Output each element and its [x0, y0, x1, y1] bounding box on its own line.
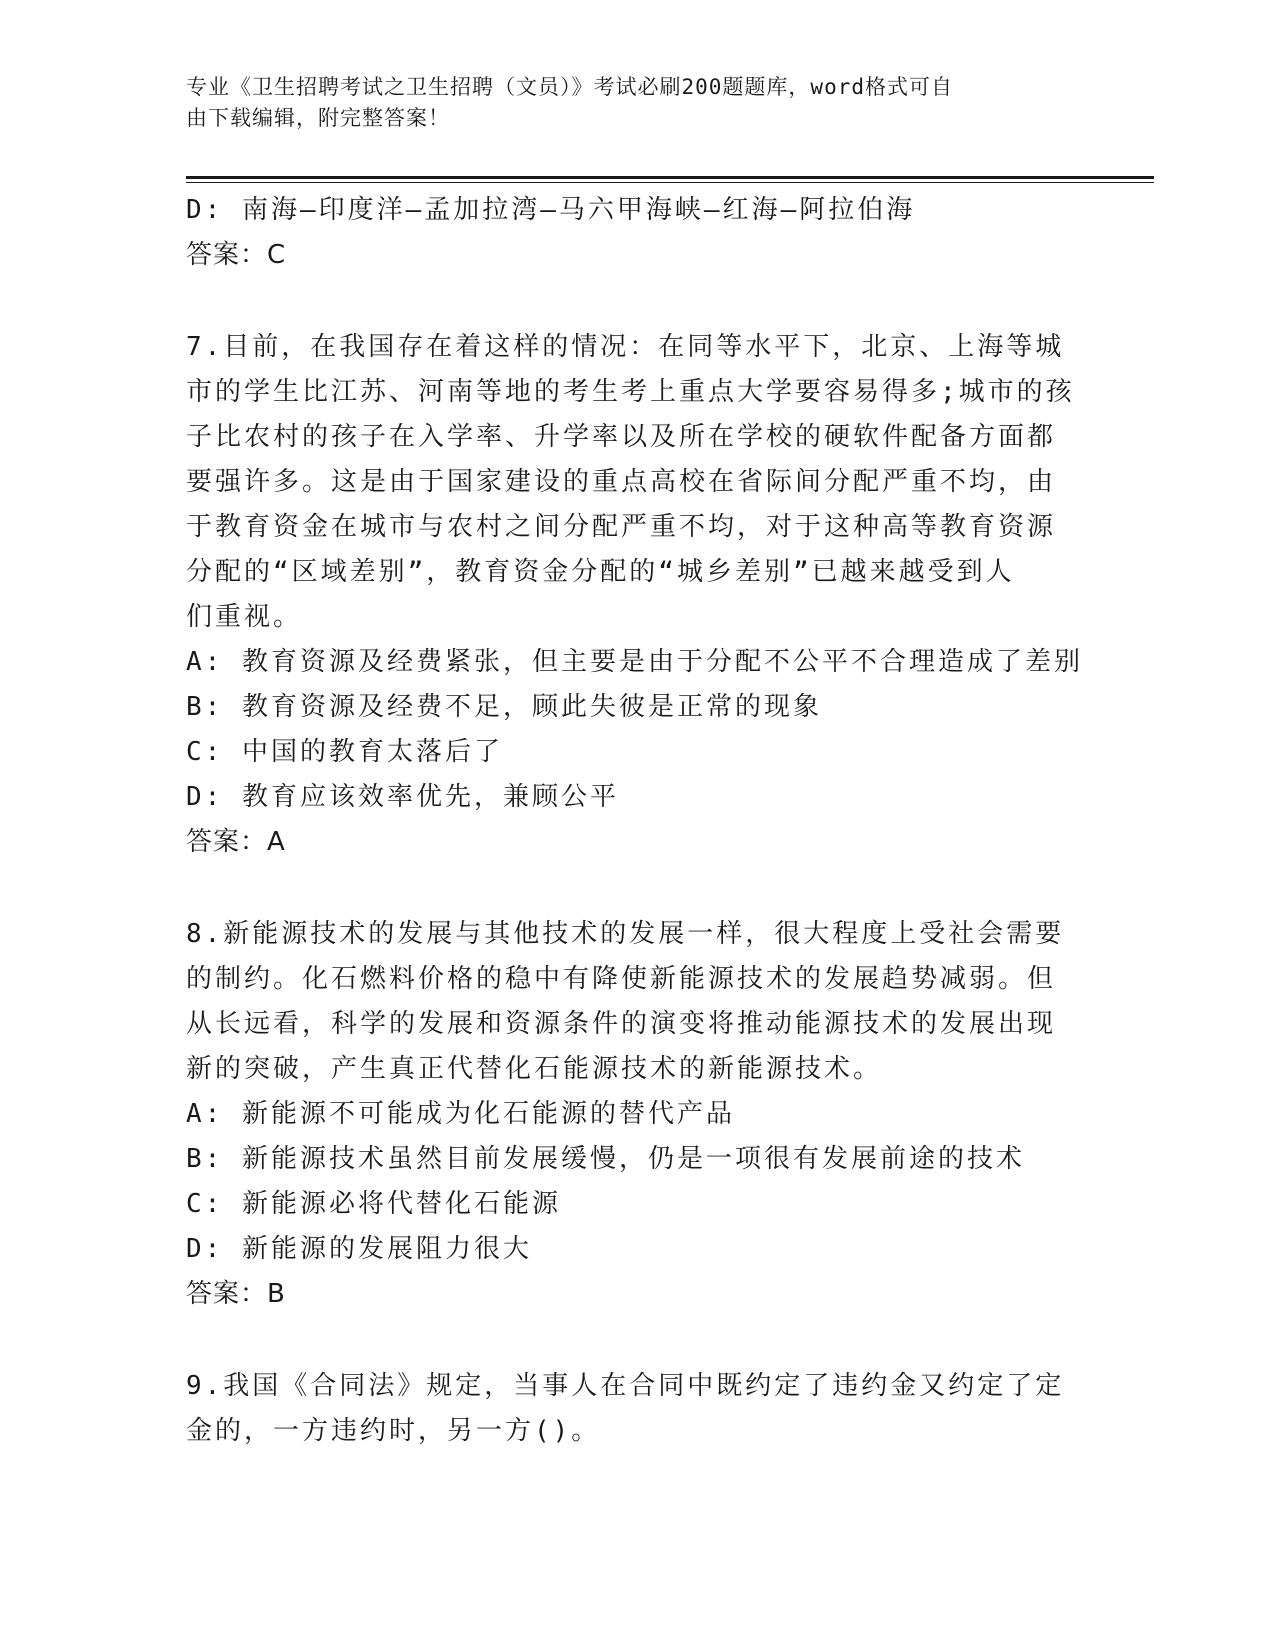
question-stem-line: 7.目前，在我国存在着这样的情况：在同等水平下，北京、上海等城 [186, 332, 1065, 362]
question-7 [186, 325, 1086, 865]
option-b: B: 教育资源及经费不足，顾此失彼是正常的现象 [186, 692, 822, 722]
question-stem-line: 子比农村的孩子在入学率、升学率以及所在学校的硬软件配备方面都 [186, 422, 1057, 452]
option-d: D: 新能源的发展阻力很大 [186, 1234, 532, 1264]
question-6-tail [186, 188, 1086, 278]
question-stem-line: 们重视。 [186, 602, 303, 632]
answer-line: 答案：C [186, 240, 287, 270]
document-body [186, 188, 1086, 1454]
question-stem-line: 新的突破，产生真正代替化石能源技术的新能源技术。 [186, 1054, 883, 1084]
option-b: B: 新能源技术虽然目前发展缓慢，仍是一项很有发展前途的技术 [186, 1144, 1025, 1174]
answer-line: 答案：B [186, 1279, 286, 1309]
question-stem-line: 市的学生比江苏、河南等地的考生考上重点大学要容易得多;城市的孩 [186, 377, 1075, 407]
document-header [186, 72, 1066, 134]
spacer [186, 1317, 1086, 1364]
question-stem-line: 的制约。化石燃料价格的稳中有降使新能源技术的发展趋势减弱。但 [186, 964, 1057, 994]
question-stem-line: 从长远看，科学的发展和资源条件的演变将推动能源技术的发展出现 [186, 1009, 1057, 1039]
question-stem-line: 要强许多。这是由于国家建设的重点高校在省际间分配严重不均，由 [186, 467, 1057, 497]
header-divider-thick [186, 176, 1154, 179]
answer-line: 答案：A [186, 827, 286, 857]
option-d: D: 教育应该效率优先，兼顾公平 [186, 782, 619, 812]
header-line-1: 专业《卫生招聘考试之卫生招聘（文员）》考试必刷200题题库，word格式可自 [186, 75, 953, 99]
option-c: C: 新能源必将代替化石能源 [186, 1189, 561, 1219]
option-d: D: 南海—印度洋—孟加拉湾—马六甲海峡—红海—阿拉伯海 [186, 195, 916, 225]
question-stem-line: 于教育资金在城市与农村之间分配严重不均，对于这种高等教育资源 [186, 512, 1057, 542]
question-stem-line: 9.我国《合同法》规定，当事人在合同中既约定了违约金又约定了定 [186, 1371, 1065, 1401]
question-8 [186, 912, 1086, 1317]
question-stem-line: 8.新能源技术的发展与其他技术的发展一样，很大程度上受社会需要 [186, 919, 1065, 949]
option-a: A: 教育资源及经费紧张，但主要是由于分配不公平不合理造成了差别 [186, 647, 1083, 677]
header-line-2: 由下载编辑，附完整答案！ [186, 106, 450, 130]
option-c: C: 中国的教育太落后了 [186, 737, 503, 767]
question-9 [186, 1364, 1086, 1454]
question-stem-line: 分配的“区域差别”，教育资金分配的“城乡差别”已越来越受到人 [186, 557, 1015, 587]
question-stem-line: 金的，一方违约时，另一方()。 [186, 1416, 601, 1446]
spacer [186, 278, 1086, 325]
spacer [186, 865, 1086, 912]
option-a: A: 新能源不可能成为化石能源的替代产品 [186, 1099, 735, 1129]
header-divider-thin [186, 182, 1154, 183]
